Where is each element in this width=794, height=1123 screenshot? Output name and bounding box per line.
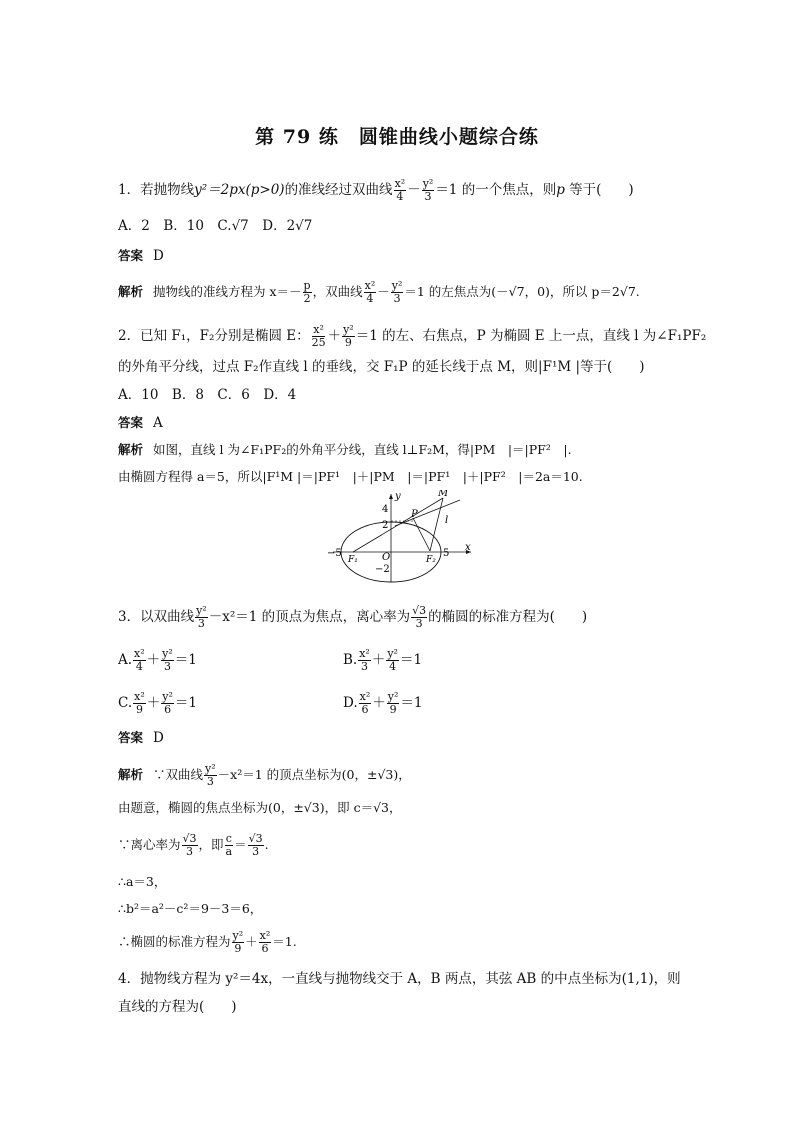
q4-stem-line2: 直线的方程为( ): [118, 999, 237, 1015]
line-f2-m: [430, 498, 443, 551]
q2-analysis-1: 解析 如图，直线 l 为∠F₁PF₂的外角平分线，直线 l⊥F₂M，得|PM |＝|PF² |.: [118, 442, 572, 457]
q3-analysis-6: ∴椭圆的标准方程为 $\frac{\text{y²}}{9}$ ＋ $\frac{\text{x²}}{6}$ ＝1.: [118, 929, 297, 955]
label-neg2: −2: [375, 564, 390, 575]
q3-analysis-3: ∵离心率为 $\frac{√3}{3}$ ，即 $\frac{c}{a}$ ＝ $\frac{√3}{3}$ .: [118, 832, 269, 858]
q3-option-c: C. $\frac{\text{x²}}{9}$ ＋ $\frac{\text{y²}}{6}$ ＝1: [118, 690, 197, 716]
label-x: x: [465, 542, 471, 553]
q4-stem-line1: 4．抛物线方程为 y²＝4x，一直线与抛物线交于 A，B 两点，其弦 AB 的中点坐标为(1,1)，则: [118, 971, 681, 987]
label-2: 2: [382, 520, 389, 531]
label-4: 4: [382, 504, 389, 515]
label-f1: F₁: [348, 555, 358, 565]
q3-stem: 3．以双曲线 $\frac{\text{y²}}{3}$ －x²＝1 的顶点为焦点，离心率为 $\frac{√3}{3}$ 的椭圆的标准方程为( ): [118, 604, 588, 630]
q1-options: A．2 B．10 C.√7 D．2√7: [118, 218, 313, 234]
line-l: [395, 500, 460, 526]
label-neg5: −5: [327, 548, 342, 559]
q2-answer: 答案 A: [118, 415, 163, 431]
label-f2: F₂: [426, 555, 436, 565]
q3-analysis-5: ∴b²＝a²－c²＝9－3＝6，: [118, 901, 263, 916]
q3-option-a: A. $\frac{\text{x²}}{4}$ ＋ $\frac{\text{y²}}{3}$ ＝1: [118, 647, 197, 673]
q2-stem-line2: 的外角平分线，过点 F₂作直线 l 的垂线，交 F₁P 的延长线于点 M，则|F¹M |等于( ): [118, 359, 645, 375]
ellipse-figure: [325, 490, 475, 585]
label-l: l: [445, 515, 449, 526]
q1-stem: 1．若抛物线y²＝2px(p>0)的准线经过双曲线 $\frac{\text{x²}}{4}$ － $\frac{\text{y²}}{3}$ ＝1 的一个焦点，则p 等于( ): [118, 177, 634, 203]
q3-option-d: D. $\frac{\text{x²}}{6}$ ＋ $\frac{\text{y²}}{9}$ ＝1: [343, 690, 423, 716]
q3-answer: 答案 D: [118, 730, 164, 746]
label-p: P: [411, 509, 418, 520]
q1-answer: 答案 D: [118, 248, 164, 264]
label-o: O: [382, 552, 391, 563]
q2-options: A．10 B．8 C．6 D．4: [118, 387, 297, 403]
y-axis-arrow: [389, 494, 393, 499]
label-5: 5: [443, 548, 450, 559]
q3-option-b: B. $\frac{\text{x²}}{3}$ ＋ $\frac{\text{y²}}{4}$ ＝1: [343, 647, 423, 673]
label-m: M: [438, 490, 449, 499]
q3-analysis-4: ∴a＝3，: [118, 874, 167, 889]
q2-stem-line1: 2．已知 F₁，F₂分别是椭圆 E： $\frac{\text{x²}}{25}$ ＋ $\frac{\text{y²}}{9}$ ＝1 的左、右焦点，P 为椭圆 E 上一点，直线 l 为∠F₁PF₂: [118, 323, 707, 349]
q3-analysis-2: 由题意，椭圆的焦点坐标为(0，±√3)，即 c＝√3，: [118, 800, 402, 815]
q3-analysis-1: 解析 ∵双曲线 $\frac{\text{y²}}{3}$ －x²＝1 的顶点坐标为(0，±√3)，: [118, 762, 411, 788]
q2-analysis-2: 由椭圆方程得 a＝5，所以|F¹M |＝|PF¹ |＋|PM |＝|PF¹ |＋|PF² |＝2a＝10.: [118, 469, 583, 484]
label-y: y: [395, 491, 401, 502]
line-p-f2: [413, 518, 430, 551]
page-title: 第 79 练 圆锥曲线小题综合练: [255, 126, 539, 148]
q1-analysis: 解析 抛物线的准线方程为 x＝－ $\frac{p}{2}$ ，双曲线 $\frac{\text{x²}}{4}$ － $\frac{\text{y²}}{3}$ ＝1 的左焦点为(－√7，0)，所以 p＝2√7.: [118, 279, 640, 305]
